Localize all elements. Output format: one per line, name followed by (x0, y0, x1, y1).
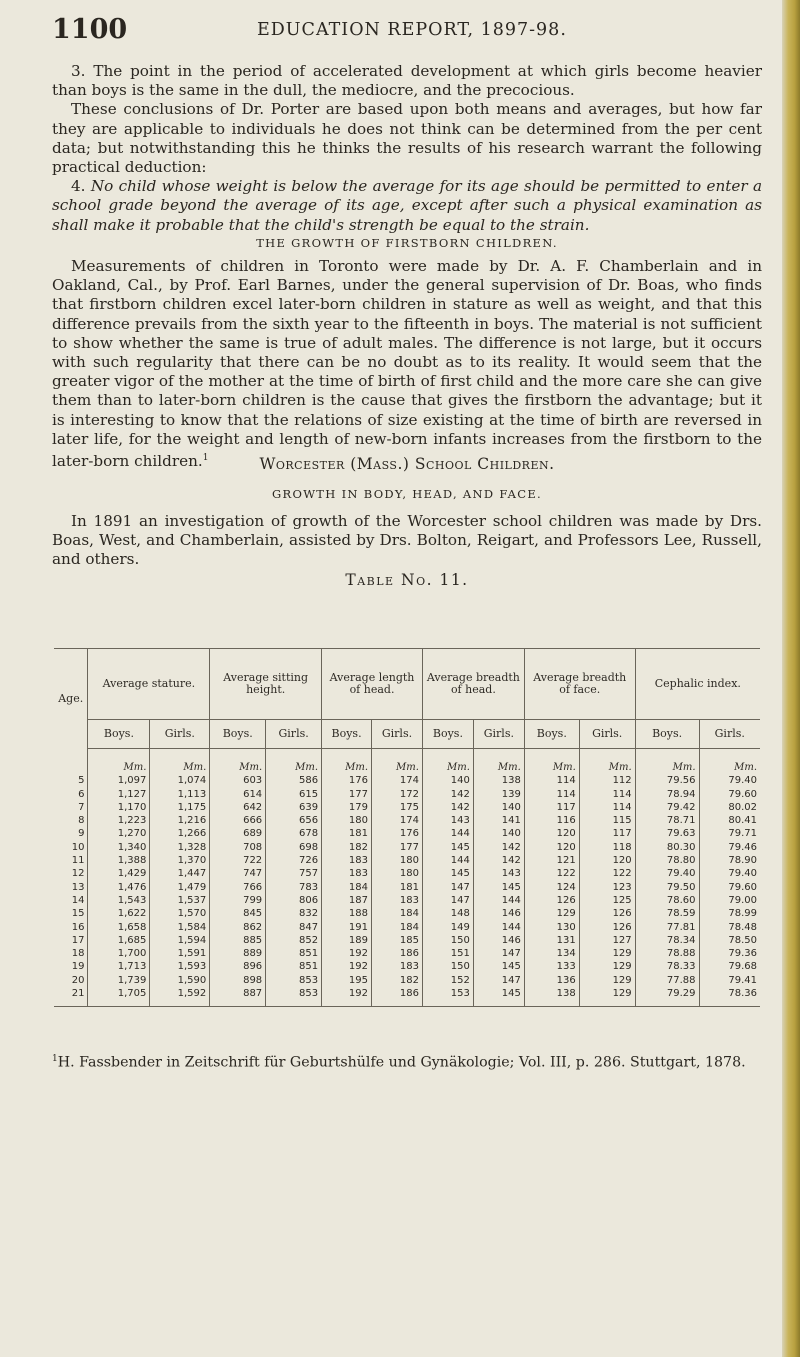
value-cell: 1,705 (88, 987, 150, 1007)
value-cell: 139 (473, 788, 524, 801)
value-cell: 143 (422, 814, 473, 827)
value-cell: 142 (473, 841, 524, 854)
unit-cell: Mm. (372, 749, 423, 775)
paragraph-worcester: In 1891 an investigation of growth of the Worcester school children was made by Drs. Boas, West, and Chamberlain, assisted by Drs. Bolton, Reigart, and Professors Lee, Russell, and others. (52, 512, 762, 569)
sub-header-boys: Boys. (635, 720, 699, 749)
value-cell: 179 (322, 801, 372, 814)
unit-cell: Mm. (150, 749, 210, 775)
age-column-header (54, 649, 88, 749)
value-cell: 1,270 (88, 827, 150, 840)
page-number: 1100 (52, 14, 128, 45)
age-cell: 18 (71, 948, 85, 960)
value-cell: 144 (422, 827, 473, 840)
value-cell: 185 (372, 934, 423, 947)
value-cell: 78.60 (635, 894, 699, 907)
value-cell: 77.81 (635, 921, 699, 934)
value-cell: 187 (322, 894, 372, 907)
value-cell: 142 (422, 801, 473, 814)
age-cell: 6 (78, 788, 85, 800)
value-cell: 614 (210, 788, 266, 801)
paragraph-conclusions: These conclusions of Dr. Porter are based upon both means and averages, but how far they are applicable to individuals he does not think can be determined from the per cent data; but notwithstanding this he thinks the results of his research warrant the following practical deduction: (52, 100, 762, 177)
value-cell: 182 (372, 974, 423, 987)
age-cell: 8 (78, 815, 85, 827)
value-cell: 129 (579, 974, 635, 987)
value-cell: 122 (524, 867, 579, 880)
value-cell: 134 (524, 947, 579, 960)
age-cell: 19 (71, 961, 85, 973)
unit-cell: Mm. (322, 749, 372, 775)
value-cell: 889 (210, 947, 266, 960)
value-cell: 138 (473, 774, 524, 787)
value-cell: 152 (422, 974, 473, 987)
table-group-header-row (54, 649, 760, 720)
table-row (54, 921, 760, 934)
sub-header-girls: Girls. (699, 720, 760, 749)
value-cell: 114 (524, 774, 579, 787)
value-cell: 146 (473, 934, 524, 947)
value-cell: 147 (422, 881, 473, 894)
value-cell: 147 (473, 974, 524, 987)
value-cell: 129 (524, 907, 579, 920)
sub-header-girls: Girls. (266, 720, 322, 749)
unit-cell: Mm. (635, 749, 699, 775)
table-row (54, 814, 760, 827)
value-cell: 145 (422, 867, 473, 880)
value-cell: 141 (473, 814, 524, 827)
value-cell: 153 (422, 987, 473, 1007)
age-cell: 17 (71, 934, 85, 946)
value-cell: 78.59 (635, 907, 699, 920)
value-cell: 1,266 (150, 827, 210, 840)
value-cell: 80.02 (699, 801, 760, 814)
age-cell: 21 (54, 987, 88, 1007)
value-cell: 1,622 (88, 907, 150, 920)
value-cell: 142 (473, 854, 524, 867)
value-cell: 140 (473, 827, 524, 840)
value-cell: 1,479 (150, 881, 210, 894)
value-cell: 176 (322, 774, 372, 787)
value-cell: 183 (372, 894, 423, 907)
value-cell: 116 (524, 814, 579, 827)
table-row (54, 774, 760, 787)
value-cell: 78.34 (635, 934, 699, 947)
value-cell: 806 (266, 894, 322, 907)
value-cell: 112 (579, 774, 635, 787)
value-cell: 126 (579, 921, 635, 934)
value-cell: 1,739 (88, 974, 150, 987)
value-cell: 192 (322, 987, 372, 1007)
value-cell: 174 (372, 774, 423, 787)
value-cell: 114 (524, 788, 579, 801)
value-cell: 127 (579, 934, 635, 947)
value-cell: 181 (322, 827, 372, 840)
value-cell: 851 (266, 947, 322, 960)
age-header-label: Age. (58, 691, 84, 705)
value-cell: 887 (210, 987, 266, 1007)
value-cell: 130 (524, 921, 579, 934)
value-cell: 708 (210, 841, 266, 854)
running-head: EDUCATION REPORT, 1897-98. (257, 20, 567, 40)
value-cell: 78.90 (699, 854, 760, 867)
value-cell: 149 (422, 921, 473, 934)
value-cell: 125 (579, 894, 635, 907)
value-cell: 129 (579, 987, 635, 1007)
value-cell: 195 (322, 974, 372, 987)
value-cell: 698 (266, 841, 322, 854)
value-cell: 150 (422, 960, 473, 973)
value-cell: 118 (579, 841, 635, 854)
value-cell: 1,370 (150, 854, 210, 867)
value-cell: 126 (524, 894, 579, 907)
value-cell: 120 (579, 854, 635, 867)
group-header-sitting-height: Average sitting height. (210, 649, 322, 720)
value-cell: 144 (473, 921, 524, 934)
value-cell: 79.40 (699, 867, 760, 880)
units-row (54, 749, 760, 775)
value-cell: 121 (524, 854, 579, 867)
value-cell: 1,074 (150, 774, 210, 787)
value-cell: 120 (524, 827, 579, 840)
paragraph-point-3: 3. The point in the period of accelerated development at which girls become heavier than boys is the same in the dull, the mediocre, and the precocious. (52, 62, 762, 100)
value-cell: 133 (524, 960, 579, 973)
value-cell: 853 (266, 987, 322, 1007)
value-cell: 184 (372, 907, 423, 920)
table-row (54, 881, 760, 894)
value-cell: 1,216 (150, 814, 210, 827)
value-cell: 615 (266, 788, 322, 801)
value-cell: 852 (266, 934, 322, 947)
table-row (54, 907, 760, 920)
value-cell: 145 (473, 987, 524, 1007)
value-cell: 79.71 (699, 827, 760, 840)
value-cell: 144 (473, 894, 524, 907)
unit-cell: Mm. (579, 749, 635, 775)
paragraph-firstborn (52, 257, 762, 471)
value-cell: 147 (422, 894, 473, 907)
value-cell: 186 (372, 947, 423, 960)
value-cell: 639 (266, 801, 322, 814)
age-cell: 5 (78, 775, 85, 787)
value-cell: 78.48 (699, 921, 760, 934)
age-cell: 15 (71, 908, 85, 920)
value-cell: 186 (372, 987, 423, 1007)
table-row (54, 894, 760, 907)
value-cell: 656 (266, 814, 322, 827)
value-cell: 183 (322, 867, 372, 880)
value-cell: 757 (266, 867, 322, 880)
value-cell: 122 (579, 867, 635, 880)
age-cell: 14 (71, 894, 85, 906)
unit-cell: Mm. (473, 749, 524, 775)
value-cell: 145 (473, 881, 524, 894)
worcester-title: Worcester (Mass.) School Children. (259, 455, 555, 473)
value-cell: 1,223 (88, 814, 150, 827)
value-cell: 1,127 (88, 788, 150, 801)
value-cell: 114 (579, 801, 635, 814)
value-cell: 78.88 (635, 947, 699, 960)
value-cell: 79.41 (699, 974, 760, 987)
value-cell: 145 (422, 841, 473, 854)
text-block-conclusions (52, 62, 762, 235)
table-row (54, 867, 760, 880)
value-cell: 1,593 (150, 960, 210, 973)
text-block-firstborn (52, 257, 762, 471)
value-cell: 147 (473, 947, 524, 960)
group-header-face-breadth: Average breadth of face. (524, 649, 635, 720)
value-cell: 603 (210, 774, 266, 787)
value-cell: 1,328 (150, 841, 210, 854)
growth-subheading: GROWTH IN BODY, HEAD, AND FACE. (272, 487, 542, 501)
sub-header-boys: Boys. (88, 720, 150, 749)
value-cell: 183 (322, 854, 372, 867)
group-header-head-breadth: Average breadth of head. (422, 649, 524, 720)
value-cell: 79.40 (635, 867, 699, 880)
value-cell: 1,713 (88, 960, 150, 973)
footnote-text: H. Fassbender in Zeitschrift für Geburtshülfe und Gynäkologie; Vol. III, p. 286. Stuttgart, 1878. (57, 1054, 746, 1071)
value-cell: 191 (322, 921, 372, 934)
value-cell: 666 (210, 814, 266, 827)
value-cell: 678 (266, 827, 322, 840)
value-cell: 79.46 (699, 841, 760, 854)
value-cell: 80.30 (635, 841, 699, 854)
value-cell: 120 (524, 841, 579, 854)
value-cell: 1,700 (88, 947, 150, 960)
sub-header-boys: Boys. (524, 720, 579, 749)
value-cell: 799 (210, 894, 266, 907)
value-cell: 138 (524, 987, 579, 1007)
value-cell: 832 (266, 907, 322, 920)
value-cell: 722 (210, 854, 266, 867)
section-heading-firstborn: THE GROWTH OF FIRSTBORN CHILDREN. (256, 236, 558, 250)
value-cell: 124 (524, 881, 579, 894)
units-age-cell (54, 749, 88, 775)
value-cell: 79.29 (635, 987, 699, 1007)
value-cell: 1,340 (88, 841, 150, 854)
value-cell: 79.00 (699, 894, 760, 907)
value-cell: 192 (322, 960, 372, 973)
value-cell: 885 (210, 934, 266, 947)
value-cell: 1,570 (150, 907, 210, 920)
value-cell: 136 (524, 974, 579, 987)
page-edge-binding (782, 0, 800, 1357)
value-cell: 129 (579, 960, 635, 973)
value-cell: 78.80 (635, 854, 699, 867)
value-cell: 1,658 (88, 921, 150, 934)
unit-cell: Mm. (524, 749, 579, 775)
value-cell: 117 (579, 827, 635, 840)
sub-header-girls: Girls. (579, 720, 635, 749)
point-4-text: No child whose weight is below the average for its age should be permitted to enter a school grade beyond the average of its age, except after such a physical examination as shall make it probable that the child's strength be equal to the strain. (52, 177, 763, 234)
sub-header-girls: Girls. (372, 720, 423, 749)
value-cell: 1,685 (88, 934, 150, 947)
value-cell: 1,097 (88, 774, 150, 787)
age-cell: 9 (78, 828, 85, 840)
value-cell: 1,429 (88, 867, 150, 880)
value-cell: 180 (372, 867, 423, 880)
value-cell: 184 (322, 881, 372, 894)
value-cell: 898 (210, 974, 266, 987)
value-cell: 129 (579, 947, 635, 960)
age-cell: 12 (71, 868, 85, 880)
value-cell: 1,175 (150, 801, 210, 814)
value-cell: 586 (266, 774, 322, 787)
value-cell: 140 (473, 801, 524, 814)
value-cell: 851 (266, 960, 322, 973)
value-cell: 176 (372, 827, 423, 840)
table-row (54, 827, 760, 840)
table-row (54, 841, 760, 854)
point-4-number: 4. (71, 177, 86, 196)
value-cell: 1,170 (88, 801, 150, 814)
value-cell: 862 (210, 921, 266, 934)
value-cell: 726 (266, 854, 322, 867)
sub-header-girls: Girls. (473, 720, 524, 749)
value-cell: 143 (473, 867, 524, 880)
value-cell: 78.36 (699, 987, 760, 1007)
value-cell: 79.60 (699, 788, 760, 801)
value-cell: 79.68 (699, 960, 760, 973)
unit-cell: Mm. (699, 749, 760, 775)
value-cell: 150 (422, 934, 473, 947)
value-cell: 126 (579, 907, 635, 920)
value-cell: 123 (579, 881, 635, 894)
sub-header-girls: Girls. (150, 720, 210, 749)
value-cell: 1,591 (150, 947, 210, 960)
value-cell: 853 (266, 974, 322, 987)
value-cell: 140 (422, 774, 473, 787)
page-header (52, 14, 752, 44)
age-cell: 10 (71, 841, 85, 853)
value-cell: 847 (266, 921, 322, 934)
unit-cell: Mm. (266, 749, 322, 775)
value-cell: 1,388 (88, 854, 150, 867)
table-row (54, 974, 760, 987)
value-cell: 79.60 (699, 881, 760, 894)
table-row (54, 854, 760, 867)
table-row (54, 947, 760, 960)
value-cell: 145 (473, 960, 524, 973)
value-cell: 78.50 (699, 934, 760, 947)
age-cell: 20 (71, 974, 85, 986)
age-cell: 7 (78, 801, 85, 813)
age-cell: 11 (71, 855, 85, 867)
sub-header-boys: Boys. (322, 720, 372, 749)
age-cell: 13 (71, 881, 85, 893)
value-cell: 180 (322, 814, 372, 827)
value-cell: 1,590 (150, 974, 210, 987)
value-cell: 175 (372, 801, 423, 814)
value-cell: 747 (210, 867, 266, 880)
value-cell: 182 (322, 841, 372, 854)
table-row (54, 934, 760, 947)
value-cell: 1,537 (150, 894, 210, 907)
value-cell: 642 (210, 801, 266, 814)
value-cell: 1,476 (88, 881, 150, 894)
growth-table (54, 648, 760, 1007)
value-cell: 845 (210, 907, 266, 920)
value-cell: 115 (579, 814, 635, 827)
value-cell: 146 (473, 907, 524, 920)
value-cell: 151 (422, 947, 473, 960)
text-block-worcester (52, 512, 762, 570)
footnote-marker: 1 (52, 1054, 58, 1064)
value-cell: 766 (210, 881, 266, 894)
value-cell: 1,594 (150, 934, 210, 947)
value-cell: 1,592 (150, 987, 210, 1007)
table-title: Table No. 11. (345, 571, 469, 589)
value-cell: 77.88 (635, 974, 699, 987)
paragraph-firstborn-text: Measurements of children in Toronto were made by Dr. A. F. Chamberlain and in Oakland, Cal., by Prof. Earl Barnes, under the general supervision of Dr. Boas, who finds that firstborn children excel later-born children in stature as well as weight, and that this difference prevails from the sixth year to the fifteenth in boys. The material is not sufficient to show whether the same is true of adult males. The difference is not large, but it occurs with such regularity that there can be no doubt as to its reality. It would seem that the greater vigor of the mother at the time of birth of first child and the more care she can give them than to later-born children is the cause that gives the firstborn the advantage; but it is interesting to know that the relations of size existing at the time of birth are reversed in later life, for the weight and length of new-born infants increases from the firstborn to the later-born children. (52, 257, 762, 471)
value-cell: 689 (210, 827, 266, 840)
value-cell: 144 (422, 854, 473, 867)
value-cell: 142 (422, 788, 473, 801)
value-cell: 78.94 (635, 788, 699, 801)
value-cell: 131 (524, 934, 579, 947)
group-header-stature: Average stature. (88, 649, 210, 720)
table-row (54, 987, 760, 1007)
footnote-reference: 1 (202, 453, 209, 464)
value-cell: 78.99 (699, 907, 760, 920)
sub-header-boys: Boys. (210, 720, 266, 749)
value-cell: 79.50 (635, 881, 699, 894)
value-cell: 184 (372, 921, 423, 934)
value-cell: 177 (322, 788, 372, 801)
group-header-head-length: Average length of head. (322, 649, 423, 720)
value-cell: 114 (579, 788, 635, 801)
value-cell: 79.63 (635, 827, 699, 840)
sub-header-boys: Boys. (422, 720, 473, 749)
value-cell: 1,584 (150, 921, 210, 934)
table-row (54, 788, 760, 801)
value-cell: 896 (210, 960, 266, 973)
value-cell: 78.33 (635, 960, 699, 973)
value-cell: 1,543 (88, 894, 150, 907)
age-cell: 16 (71, 921, 85, 933)
value-cell: 172 (372, 788, 423, 801)
paragraph-point-4 (52, 177, 762, 235)
unit-cell: Mm. (422, 749, 473, 775)
value-cell: 181 (372, 881, 423, 894)
unit-cell: Mm. (210, 749, 266, 775)
value-cell: 783 (266, 881, 322, 894)
value-cell: 174 (372, 814, 423, 827)
value-cell: 79.56 (635, 774, 699, 787)
value-cell: 79.42 (635, 801, 699, 814)
value-cell: 80.41 (699, 814, 760, 827)
value-cell: 79.36 (699, 947, 760, 960)
value-cell: 148 (422, 907, 473, 920)
value-cell: 188 (322, 907, 372, 920)
table-row (54, 801, 760, 814)
footnote (52, 1050, 762, 1072)
table-sub-header-row (54, 720, 760, 749)
table-body (54, 749, 760, 1007)
table-row (54, 960, 760, 973)
unit-cell: Mm. (88, 749, 150, 775)
value-cell: 117 (524, 801, 579, 814)
value-cell: 78.71 (635, 814, 699, 827)
value-cell: 177 (372, 841, 423, 854)
group-header-cephalic-index: Cephalic index. (635, 649, 760, 720)
value-cell: 79.40 (699, 774, 760, 787)
value-cell: 183 (372, 960, 423, 973)
value-cell: 192 (322, 947, 372, 960)
value-cell: 180 (372, 854, 423, 867)
value-cell: 189 (322, 934, 372, 947)
value-cell: 1,447 (150, 867, 210, 880)
value-cell: 1,113 (150, 788, 210, 801)
